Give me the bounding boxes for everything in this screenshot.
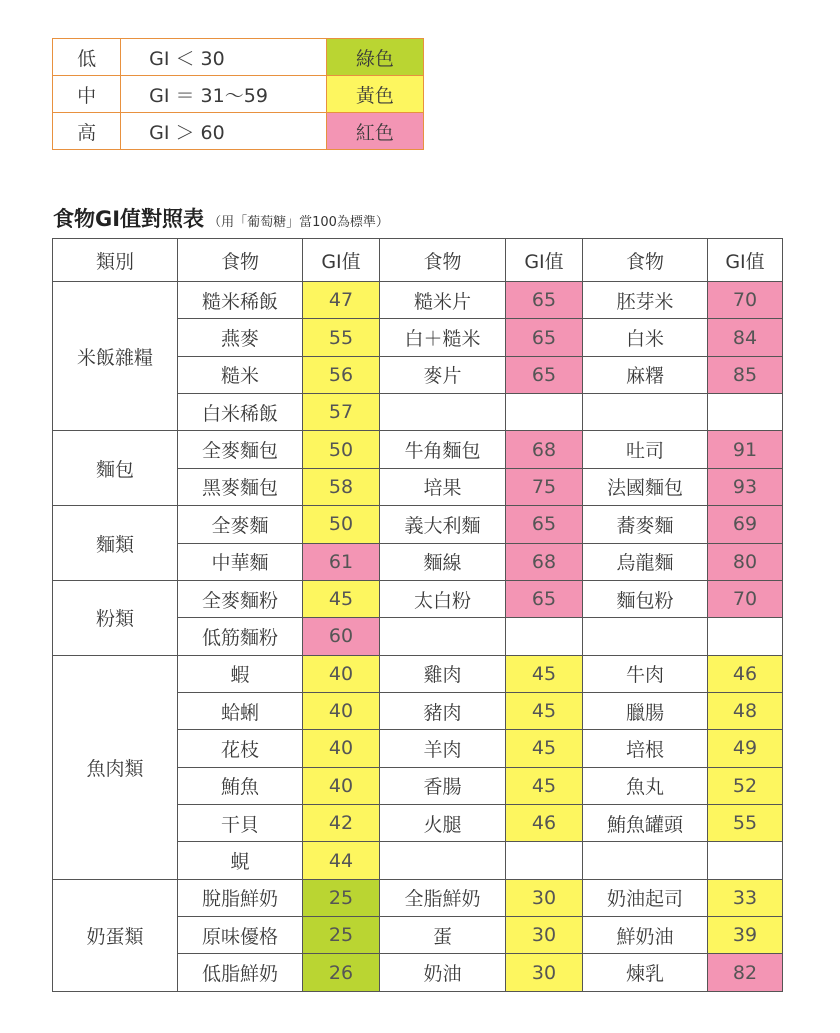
table-title-note: （用「葡萄糖」當100為標準） xyxy=(208,215,389,230)
legend-range: GI ＝ 31〜59 xyxy=(121,76,327,113)
food-name-cell: 麥片 xyxy=(380,356,506,393)
gi-value-cell: 61 xyxy=(303,543,380,580)
legend-level: 高 xyxy=(53,113,121,150)
food-name-cell xyxy=(380,394,506,431)
food-name-cell: 原味優格 xyxy=(178,917,303,954)
gi-value-cell: 45 xyxy=(506,730,583,767)
legend-range: GI ＞ 60 xyxy=(121,113,327,150)
food-name-cell: 全脂鮮奶 xyxy=(380,879,506,916)
legend-level: 中 xyxy=(53,76,121,113)
gi-value-cell: 44 xyxy=(303,842,380,879)
food-name-cell: 燕麥 xyxy=(178,319,303,356)
food-name-cell: 麵包粉 xyxy=(583,580,708,617)
gi-value-cell: 30 xyxy=(506,917,583,954)
header-gi: GI值 xyxy=(506,239,583,282)
food-name-cell: 蕎麥麵 xyxy=(583,506,708,543)
gi-value-cell: 69 xyxy=(708,506,783,543)
legend-row-low xyxy=(53,39,424,76)
legend-range: GI ＜ 30 xyxy=(121,39,327,76)
food-name-cell: 太白粉 xyxy=(380,580,506,617)
food-name-cell: 羊肉 xyxy=(380,730,506,767)
gi-value-cell: 30 xyxy=(506,879,583,916)
gi-value-cell: 52 xyxy=(708,767,783,804)
gi-value-cell: 40 xyxy=(303,730,380,767)
gi-value-cell: 46 xyxy=(506,805,583,842)
header-gi: GI值 xyxy=(708,239,783,282)
food-name-cell: 鮪魚罐頭 xyxy=(583,805,708,842)
gi-value-cell: 75 xyxy=(506,468,583,505)
legend-row-high xyxy=(53,113,424,150)
food-name-cell: 豬肉 xyxy=(380,692,506,729)
gi-value-cell xyxy=(708,842,783,879)
food-name-cell: 火腿 xyxy=(380,805,506,842)
food-name-cell: 煉乳 xyxy=(583,954,708,992)
gi-value-cell: 45 xyxy=(506,767,583,804)
food-name-cell xyxy=(380,618,506,655)
gi-value-cell: 45 xyxy=(506,655,583,692)
food-name-cell: 法國麵包 xyxy=(583,468,708,505)
food-name-cell xyxy=(583,618,708,655)
table-title xyxy=(53,203,389,233)
gi-value-cell xyxy=(506,394,583,431)
gi-value-cell: 60 xyxy=(303,618,380,655)
food-name-cell: 烏龍麵 xyxy=(583,543,708,580)
food-name-cell: 全麥麵包 xyxy=(178,431,303,468)
food-name-cell: 低脂鮮奶 xyxy=(178,954,303,992)
header-food: 食物 xyxy=(380,239,506,282)
gi-value-cell: 70 xyxy=(708,580,783,617)
gi-value-cell: 55 xyxy=(303,319,380,356)
gi-value-cell: 68 xyxy=(506,543,583,580)
header-category: 類別 xyxy=(53,239,178,282)
gi-value-cell: 25 xyxy=(303,879,380,916)
food-name-cell: 中華麵 xyxy=(178,543,303,580)
food-name-cell: 培根 xyxy=(583,730,708,767)
food-name-cell xyxy=(583,842,708,879)
food-name-cell: 魚丸 xyxy=(583,767,708,804)
food-name-cell: 奶油起司 xyxy=(583,879,708,916)
gi-value-cell xyxy=(506,842,583,879)
food-name-cell: 臘腸 xyxy=(583,692,708,729)
table-row xyxy=(53,580,783,617)
gi-value-cell: 33 xyxy=(708,879,783,916)
category-cell: 麵包 xyxy=(53,431,178,506)
gi-value-cell: 93 xyxy=(708,468,783,505)
food-name-cell: 糙米 xyxy=(178,356,303,393)
gi-value-cell: 65 xyxy=(506,282,583,319)
food-name-cell: 白米稀飯 xyxy=(178,394,303,431)
table-row xyxy=(53,506,783,543)
gi-value-cell: 39 xyxy=(708,917,783,954)
header-row xyxy=(53,239,783,282)
food-name-cell: 鮮奶油 xyxy=(583,917,708,954)
gi-value-cell: 65 xyxy=(506,356,583,393)
gi-value-cell: 84 xyxy=(708,319,783,356)
header-gi: GI值 xyxy=(303,239,380,282)
food-name-cell: 香腸 xyxy=(380,767,506,804)
food-name-cell: 蝦 xyxy=(178,655,303,692)
food-name-cell: 吐司 xyxy=(583,431,708,468)
table-row xyxy=(53,431,783,468)
gi-value-cell: 48 xyxy=(708,692,783,729)
gi-value-cell: 70 xyxy=(708,282,783,319)
gi-value-cell xyxy=(708,618,783,655)
gi-legend-table xyxy=(52,38,424,150)
legend-color-swatch: 紅色 xyxy=(326,113,423,150)
legend-color-swatch: 綠色 xyxy=(326,39,423,76)
gi-value-cell: 55 xyxy=(708,805,783,842)
gi-food-table xyxy=(52,238,783,992)
gi-value-cell: 50 xyxy=(303,506,380,543)
gi-value-cell: 82 xyxy=(708,954,783,992)
food-name-cell: 花枝 xyxy=(178,730,303,767)
gi-value-cell: 65 xyxy=(506,580,583,617)
gi-value-cell: 58 xyxy=(303,468,380,505)
gi-value-cell: 45 xyxy=(506,692,583,729)
header-food: 食物 xyxy=(583,239,708,282)
gi-value-cell: 80 xyxy=(708,543,783,580)
food-name-cell: 黑麥麵包 xyxy=(178,468,303,505)
food-name-cell xyxy=(380,842,506,879)
gi-value-cell xyxy=(506,618,583,655)
gi-value-cell: 42 xyxy=(303,805,380,842)
food-name-cell: 麻糬 xyxy=(583,356,708,393)
food-name-cell: 鮪魚 xyxy=(178,767,303,804)
gi-value-cell xyxy=(708,394,783,431)
gi-value-cell: 50 xyxy=(303,431,380,468)
table-title-main: 食物GI值對照表 xyxy=(53,207,205,231)
gi-value-cell: 65 xyxy=(506,506,583,543)
gi-value-cell: 49 xyxy=(708,730,783,767)
gi-value-cell: 30 xyxy=(506,954,583,992)
food-name-cell: 蛋 xyxy=(380,917,506,954)
gi-value-cell: 68 xyxy=(506,431,583,468)
category-cell: 麵類 xyxy=(53,506,178,581)
food-name-cell: 牛角麵包 xyxy=(380,431,506,468)
table-row xyxy=(53,655,783,692)
table-body xyxy=(53,282,783,992)
category-cell: 奶蛋類 xyxy=(53,879,178,991)
gi-value-cell: 47 xyxy=(303,282,380,319)
gi-value-cell: 56 xyxy=(303,356,380,393)
food-name-cell: 糙米片 xyxy=(380,282,506,319)
food-name-cell: 蛤蜊 xyxy=(178,692,303,729)
food-name-cell xyxy=(583,394,708,431)
legend-level: 低 xyxy=(53,39,121,76)
category-cell: 粉類 xyxy=(53,580,178,655)
food-name-cell: 雞肉 xyxy=(380,655,506,692)
food-name-cell: 胚芽米 xyxy=(583,282,708,319)
legend-color-swatch: 黃色 xyxy=(326,76,423,113)
category-cell: 米飯雜糧 xyxy=(53,282,178,431)
food-name-cell: 全麥麵 xyxy=(178,506,303,543)
table-row xyxy=(53,282,783,319)
gi-value-cell: 40 xyxy=(303,767,380,804)
food-name-cell: 白米 xyxy=(583,319,708,356)
food-name-cell: 蜆 xyxy=(178,842,303,879)
gi-value-cell: 65 xyxy=(506,319,583,356)
category-cell: 魚肉類 xyxy=(53,655,178,879)
food-name-cell: 脫脂鮮奶 xyxy=(178,879,303,916)
header-food: 食物 xyxy=(178,239,303,282)
food-name-cell: 干貝 xyxy=(178,805,303,842)
food-name-cell: 培果 xyxy=(380,468,506,505)
gi-value-cell: 57 xyxy=(303,394,380,431)
food-name-cell: 白＋糙米 xyxy=(380,319,506,356)
food-name-cell: 麵線 xyxy=(380,543,506,580)
food-name-cell: 義大利麵 xyxy=(380,506,506,543)
gi-value-cell: 46 xyxy=(708,655,783,692)
food-name-cell: 低筋麵粉 xyxy=(178,618,303,655)
gi-value-cell: 25 xyxy=(303,917,380,954)
gi-value-cell: 45 xyxy=(303,580,380,617)
food-name-cell: 全麥麵粉 xyxy=(178,580,303,617)
gi-value-cell: 85 xyxy=(708,356,783,393)
food-name-cell: 牛肉 xyxy=(583,655,708,692)
gi-value-cell: 40 xyxy=(303,655,380,692)
food-name-cell: 奶油 xyxy=(380,954,506,992)
food-name-cell: 糙米稀飯 xyxy=(178,282,303,319)
legend-row-medium xyxy=(53,76,424,113)
gi-value-cell: 91 xyxy=(708,431,783,468)
gi-value-cell: 26 xyxy=(303,954,380,992)
gi-value-cell: 40 xyxy=(303,692,380,729)
table-row xyxy=(53,879,783,916)
